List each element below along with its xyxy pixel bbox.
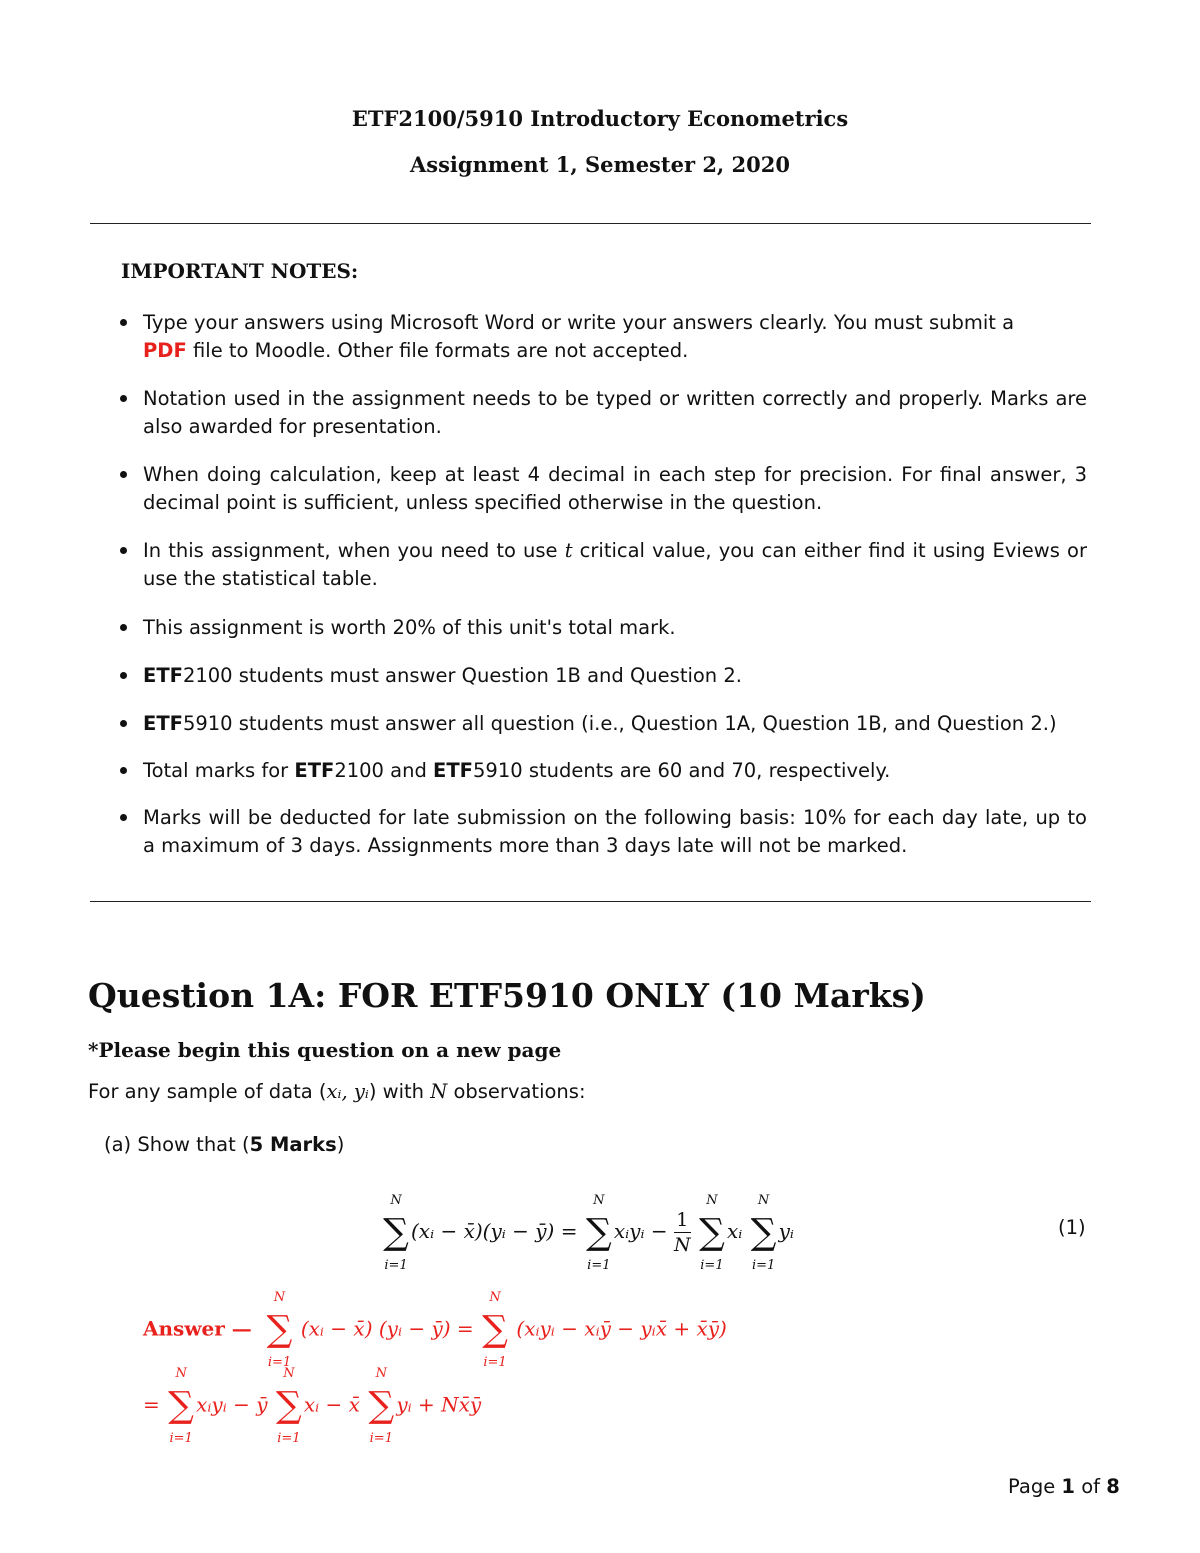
note-text: critical value, you can either find it using Eviews or use the statistical table.	[143, 539, 1087, 590]
line2-term2: xᵢ − x̄	[303, 1392, 360, 1417]
intro-text: observations:	[447, 1080, 586, 1103]
sum-symbol: N ∑ i=1	[480, 1312, 510, 1348]
frac-num: 1	[674, 1208, 691, 1233]
etf-label: ETF	[433, 759, 473, 782]
footer-of-word: of	[1081, 1475, 1100, 1498]
fraction-1-over-n	[674, 1208, 691, 1257]
note-item-4	[143, 537, 1087, 593]
current-page-number: 1	[1061, 1475, 1075, 1498]
course-title: ETF2100/5910 Introductory Econometrics	[351, 106, 849, 131]
note-text: file to Moodle. Other file formats are not accepted.	[186, 339, 689, 362]
sum-lower: i=1	[483, 1355, 507, 1370]
sum-lower: i=1	[369, 1431, 393, 1446]
question-title: Question 1A: FOR ETF5910 ONLY (10 Marks)	[88, 976, 926, 1015]
sum-upper: N	[489, 1290, 501, 1305]
note-text: 5910 students are 60 and 70, respectively.	[473, 759, 891, 782]
sum-lower: i=1	[267, 1355, 292, 1370]
equation-number: (1)	[1058, 1216, 1086, 1239]
sum-upper: N	[175, 1366, 187, 1381]
assignment-title: Assignment 1, Semester 2, 2020	[409, 152, 790, 177]
note-text: 2100 and	[334, 759, 434, 782]
note-item-9: Marks will be deducted for late submission on the following basis: 10% for each day late, up to a maximum of 3 days. Assignments more than 3 days late will not be marked.	[143, 804, 1087, 860]
sum-symbol: N ∑ i=1	[381, 1215, 411, 1251]
eq1-rhs-term3: yᵢ	[778, 1219, 794, 1243]
answer-lhs: (xᵢ − x̄) (yᵢ − ȳ) =	[300, 1316, 474, 1341]
item-a-marks: 5 Marks	[249, 1133, 337, 1156]
question-subtitle: *Please begin this question on a new page	[88, 1038, 562, 1062]
answer-line-2	[143, 1366, 482, 1446]
note-text: Total marks for	[143, 759, 295, 782]
sum-lower: i=1	[587, 1257, 611, 1273]
note-item-2: Notation used in the assignment needs to be typed or written correctly and properly. Marks are also awarded for presentation.	[143, 385, 1087, 441]
eq1-rhs-term2: xᵢ	[726, 1219, 743, 1243]
note-item-3: When doing calculation, keep at least 4 decimal in each step for precision. For final answer, 3 decimal point is sufficient, unless specified otherwise in the question.	[143, 461, 1087, 517]
intro-text: ) with	[368, 1080, 431, 1103]
item-a-close: )	[336, 1133, 345, 1156]
notes-heading: IMPORTANT NOTES:	[121, 259, 359, 283]
sum-symbol: N ∑ i=1	[749, 1215, 779, 1251]
top-divider	[90, 223, 1091, 224]
item-a-label: (a) Show that (	[104, 1133, 250, 1156]
note-text: Type your answers using Microsoft Word or write your answers clearly. You must submit a	[143, 311, 1015, 334]
line2-term3: yᵢ + Nx̄ȳ	[396, 1392, 482, 1417]
sum-upper: N	[273, 1290, 286, 1305]
equals-sign: =	[143, 1392, 160, 1417]
total-page-count: 8	[1106, 1475, 1120, 1498]
equation-1	[381, 1192, 794, 1273]
note-item-8	[143, 757, 1087, 785]
sum-lower: i=1	[277, 1431, 301, 1446]
sum-symbol: N ∑ i=1	[274, 1388, 304, 1424]
note-item-7	[143, 710, 1087, 738]
sum-lower: i=1	[751, 1257, 776, 1273]
intro-n: N	[430, 1080, 448, 1103]
etf-label: ETF	[294, 759, 335, 782]
sum-upper: N	[390, 1192, 402, 1208]
sum-lower: i=1	[700, 1257, 724, 1273]
sum-lower: i=1	[169, 1431, 193, 1446]
eq1-rhs-term1: xᵢyᵢ −	[613, 1219, 668, 1243]
page-footer	[1008, 1475, 1120, 1498]
sum-upper: N	[757, 1192, 770, 1208]
frac-den: N	[673, 1234, 691, 1256]
sum-upper: N	[283, 1366, 295, 1381]
line2-term1: xᵢyᵢ − ȳ	[196, 1392, 268, 1417]
sum-symbol: N ∑ i=1	[366, 1388, 396, 1424]
pdf-highlight: PDF	[143, 339, 187, 362]
footer-page-word: Page	[1008, 1475, 1056, 1498]
intro-text: For any sample of data (	[88, 1080, 327, 1103]
answer-rhs: (xᵢyᵢ − xᵢȳ − yᵢx̄ + x̄ȳ)	[516, 1316, 727, 1341]
answer-label: Answer —	[143, 1316, 252, 1341]
answer-line-1	[143, 1290, 727, 1370]
item-a	[104, 1133, 344, 1156]
sum-symbol: N ∑ i=1	[584, 1215, 614, 1251]
bottom-divider	[90, 901, 1091, 902]
note-item-1	[143, 309, 1087, 365]
sum-lower: i=1	[384, 1257, 408, 1273]
note-text: 2100 students must answer Question 1B and Question 2.	[182, 664, 742, 687]
sum-symbol: N ∑ i=1	[264, 1312, 294, 1348]
intro-xy: xᵢ, yᵢ	[326, 1080, 369, 1103]
etf-label: ETF	[143, 664, 183, 687]
sum-upper: N	[593, 1192, 605, 1208]
etf-label: ETF	[143, 712, 183, 735]
note-text: In this assignment, when you need to use	[143, 539, 565, 562]
note-item-5: This assignment is worth 20% of this unit's total mark.	[143, 614, 1087, 642]
sum-symbol: N ∑ i=1	[697, 1215, 727, 1251]
question-intro	[88, 1080, 586, 1103]
note-item-6	[143, 662, 1087, 690]
t-symbol: t	[564, 539, 573, 562]
sum-upper: N	[375, 1366, 387, 1381]
eq1-lhs: (xᵢ − x̄)(yᵢ − ȳ) =	[411, 1219, 578, 1243]
note-text: 5910 students must answer all question (i.e., Question 1A, Question 1B, and Question 2.)	[182, 712, 1057, 735]
sum-symbol: N ∑ i=1	[166, 1388, 196, 1424]
sum-upper: N	[706, 1192, 718, 1208]
